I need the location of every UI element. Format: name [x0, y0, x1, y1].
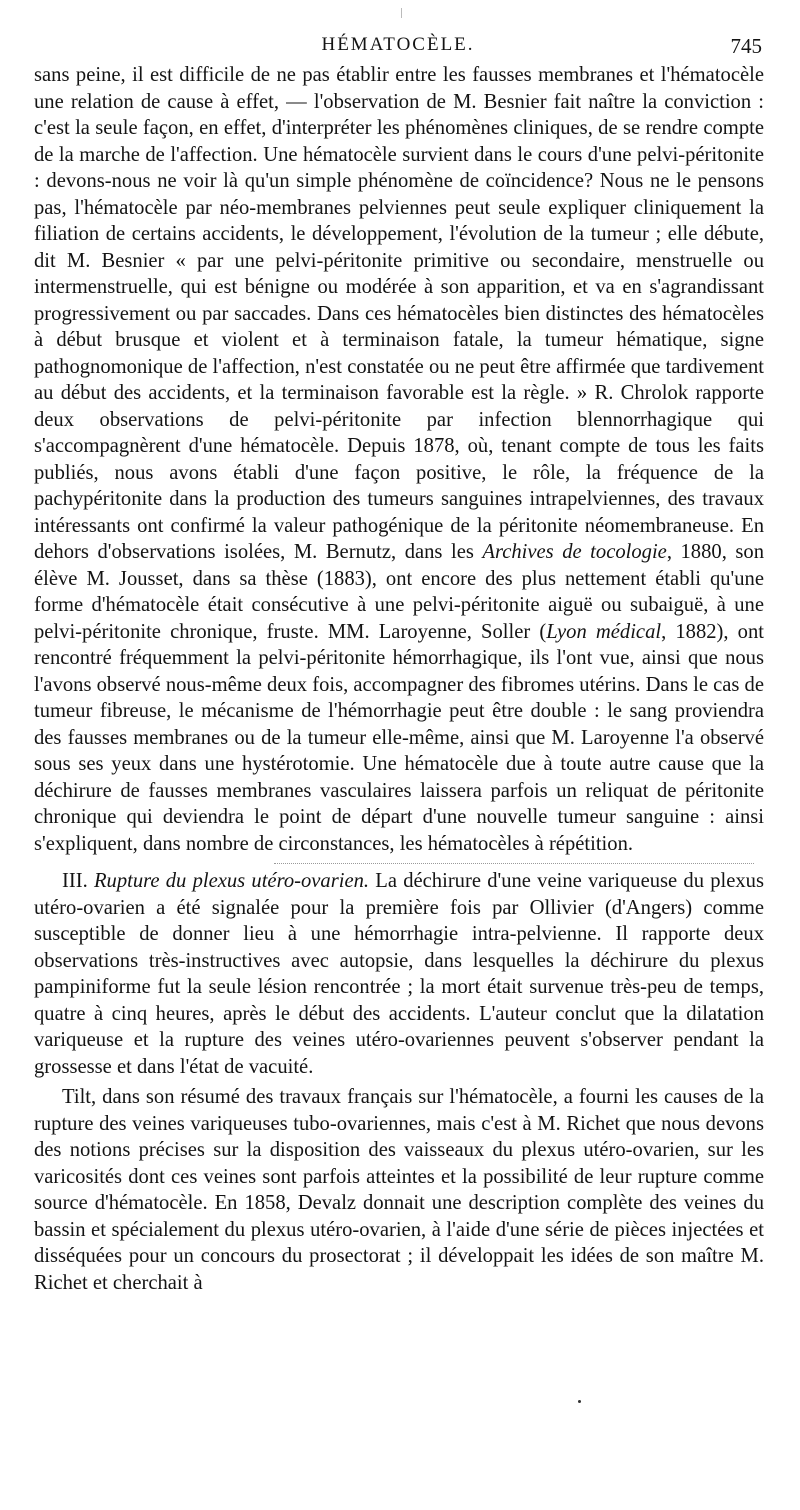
- scan-mark: [401, 8, 402, 18]
- paragraph-text: , 1880, son élève M. Jousset, dans sa thèse (1883), ont encore des plus nettement établi qu'une forme d'hématocèle était consécutive à une pelvi-péritonite aiguë ou subaiguë, à une pelvi-péritonite chronique, fruste. MM. Laroyenne, Soller (: [34, 541, 764, 643]
- page-header: [34, 32, 762, 62]
- journal-title-lyon: Lyon médical: [546, 620, 662, 643]
- paragraph-text: sans peine, il est difficile de ne pas établir entre les fausses membranes et l'hématocèle une relation de cause à effet, — l'observation de M. Besnier fait naître la conviction : c'est la seule façon, en effet, d'interpréter les phénomènes cliniques, de se rendre compte de la marche de l'affection. Une hématocèle survient dans le cours d'une pelvi-péritonite : devons-nous ne voir là qu'un simple phénomène de coïncidence? Nous ne le pensons pas, l'hématocèle par néo-membranes pelviennes peut seule expliquer cliniquement la filiation de certains accidents, le développement, l'évolution de la tumeur ; elle débute, dit M. Besnier « par une pelvi-péritonite primitive ou secondaire, menstruelle ou intermenstruelle, qui est bénigne ou modérée à son apparition, et va en s'agrandissant progressivement ou par saccades. Dans ces hématocèles bien distinctes des hématocèles à début brusque et violent et à terminaison fatale, la tumeur hématique, signe pathognomonique de l'affection, n'est constatée ou ne peut être affirmée que tardivement au début des accidents, et la terminaison favorable est la règle. » R. Chrolok rapporte deux observations de pelvi-péritonite par infection blennorrhagique qui s'accompagnèrent d'une hématocèle. Depuis 1878, où, tenant compte de tous les faits publiés, nous avons établi d'une façon positive, le rôle, la fréquence de la pachypéritonite dans la production des tumeurs sanguines intrapelviennes, des travaux intéressants ont confirmé la valeur pathogénique de la péritonite néomembraneuse. En dehors d'observations isolées, M. Bernutz, dans les: [34, 64, 764, 563]
- section-heading: Rupture du plexus utéro-ovarien.: [93, 870, 370, 892]
- paragraph-hematocele-pelvi-peritonite: [34, 62, 764, 857]
- running-title: HÉMATOCÈLE.: [321, 34, 475, 55]
- page-number: 745: [730, 34, 762, 58]
- dotted-leader: [274, 857, 754, 864]
- page-body: [34, 62, 764, 1296]
- paragraph-rupture-plexus: [34, 868, 764, 1080]
- journal-title-archives: Archives de tocologie: [482, 541, 667, 563]
- paragraph-text: La déchirure d'une veine variqueuse du plexus utéro-ovarien a été signalée pour la première fois par Ollivier (d'Angers) comme susceptible de donner lieu à une hémorrhagie intra-pelvienne. Il rapporte deux observations très-instructives avec autopsie, dans lesquelles la déchirure du plexus pampiniforme fut la seule lésion rencontrée ; la mort était survenue très-peu de temps, quatre à cinq heures, après le début des accidents. L'auteur conclut que la dilatation variqueuse et la rupture des veines utéro-ovariennes peuvent s'observer pendant la grossesse et dans l'état de vacuité.: [34, 870, 764, 1078]
- paragraph-text: Tilt, dans son résumé des travaux français sur l'hématocèle, a fourni les causes de la rupture des veines variqueuses tubo-ovariennes, mais c'est à M. Richet que nous devons des notions précises sur la disposition des vaisseaux du plexus utéro-ovarien, sur les varicosités dont ces veines sont parfois atteintes et la possibilité de leur rupture comme source d'hématocèle. En 1858, Devalz donnait une description complète des veines du bassin et spécialement du plexus utéro-ovarien, à l'aide d'une série de pièces injectées et disséquées pour un concours du prosectorat ; il développait les idées de son maître M. Richet et cherchait à: [34, 1086, 764, 1294]
- paragraph-tilt-richet: [34, 1084, 764, 1296]
- paragraph-text: , 1882), ont rencontré fréquemment la pelvi-péritonite hémorrhagique, ils l'ont vue, ainsi que nous l'avons observé nous-même deux fois, accompagner des fibromes utérins. Dans le cas de tumeur fibreuse, le mécanisme de l'hémorrhagie peut être double : le sang proviendra des fausses membranes ou de la tumeur elle-même, ainsi que M. Laroyenne l'a observé sous ses yeux dans une hystérotomie. Une hématocèle due à toute autre cause que la déchirure de fausses membranes vasculaires laissera parfois un reliquat de péritonite chronique qui deviendra le point de départ d'une nouvelle tumeur sanguine : ainsi s'expliquent, dans nombre de circonstances, les hématocèles à répétition.: [34, 620, 764, 855]
- stray-mark: [578, 1400, 581, 1403]
- section-number: III.: [62, 870, 94, 892]
